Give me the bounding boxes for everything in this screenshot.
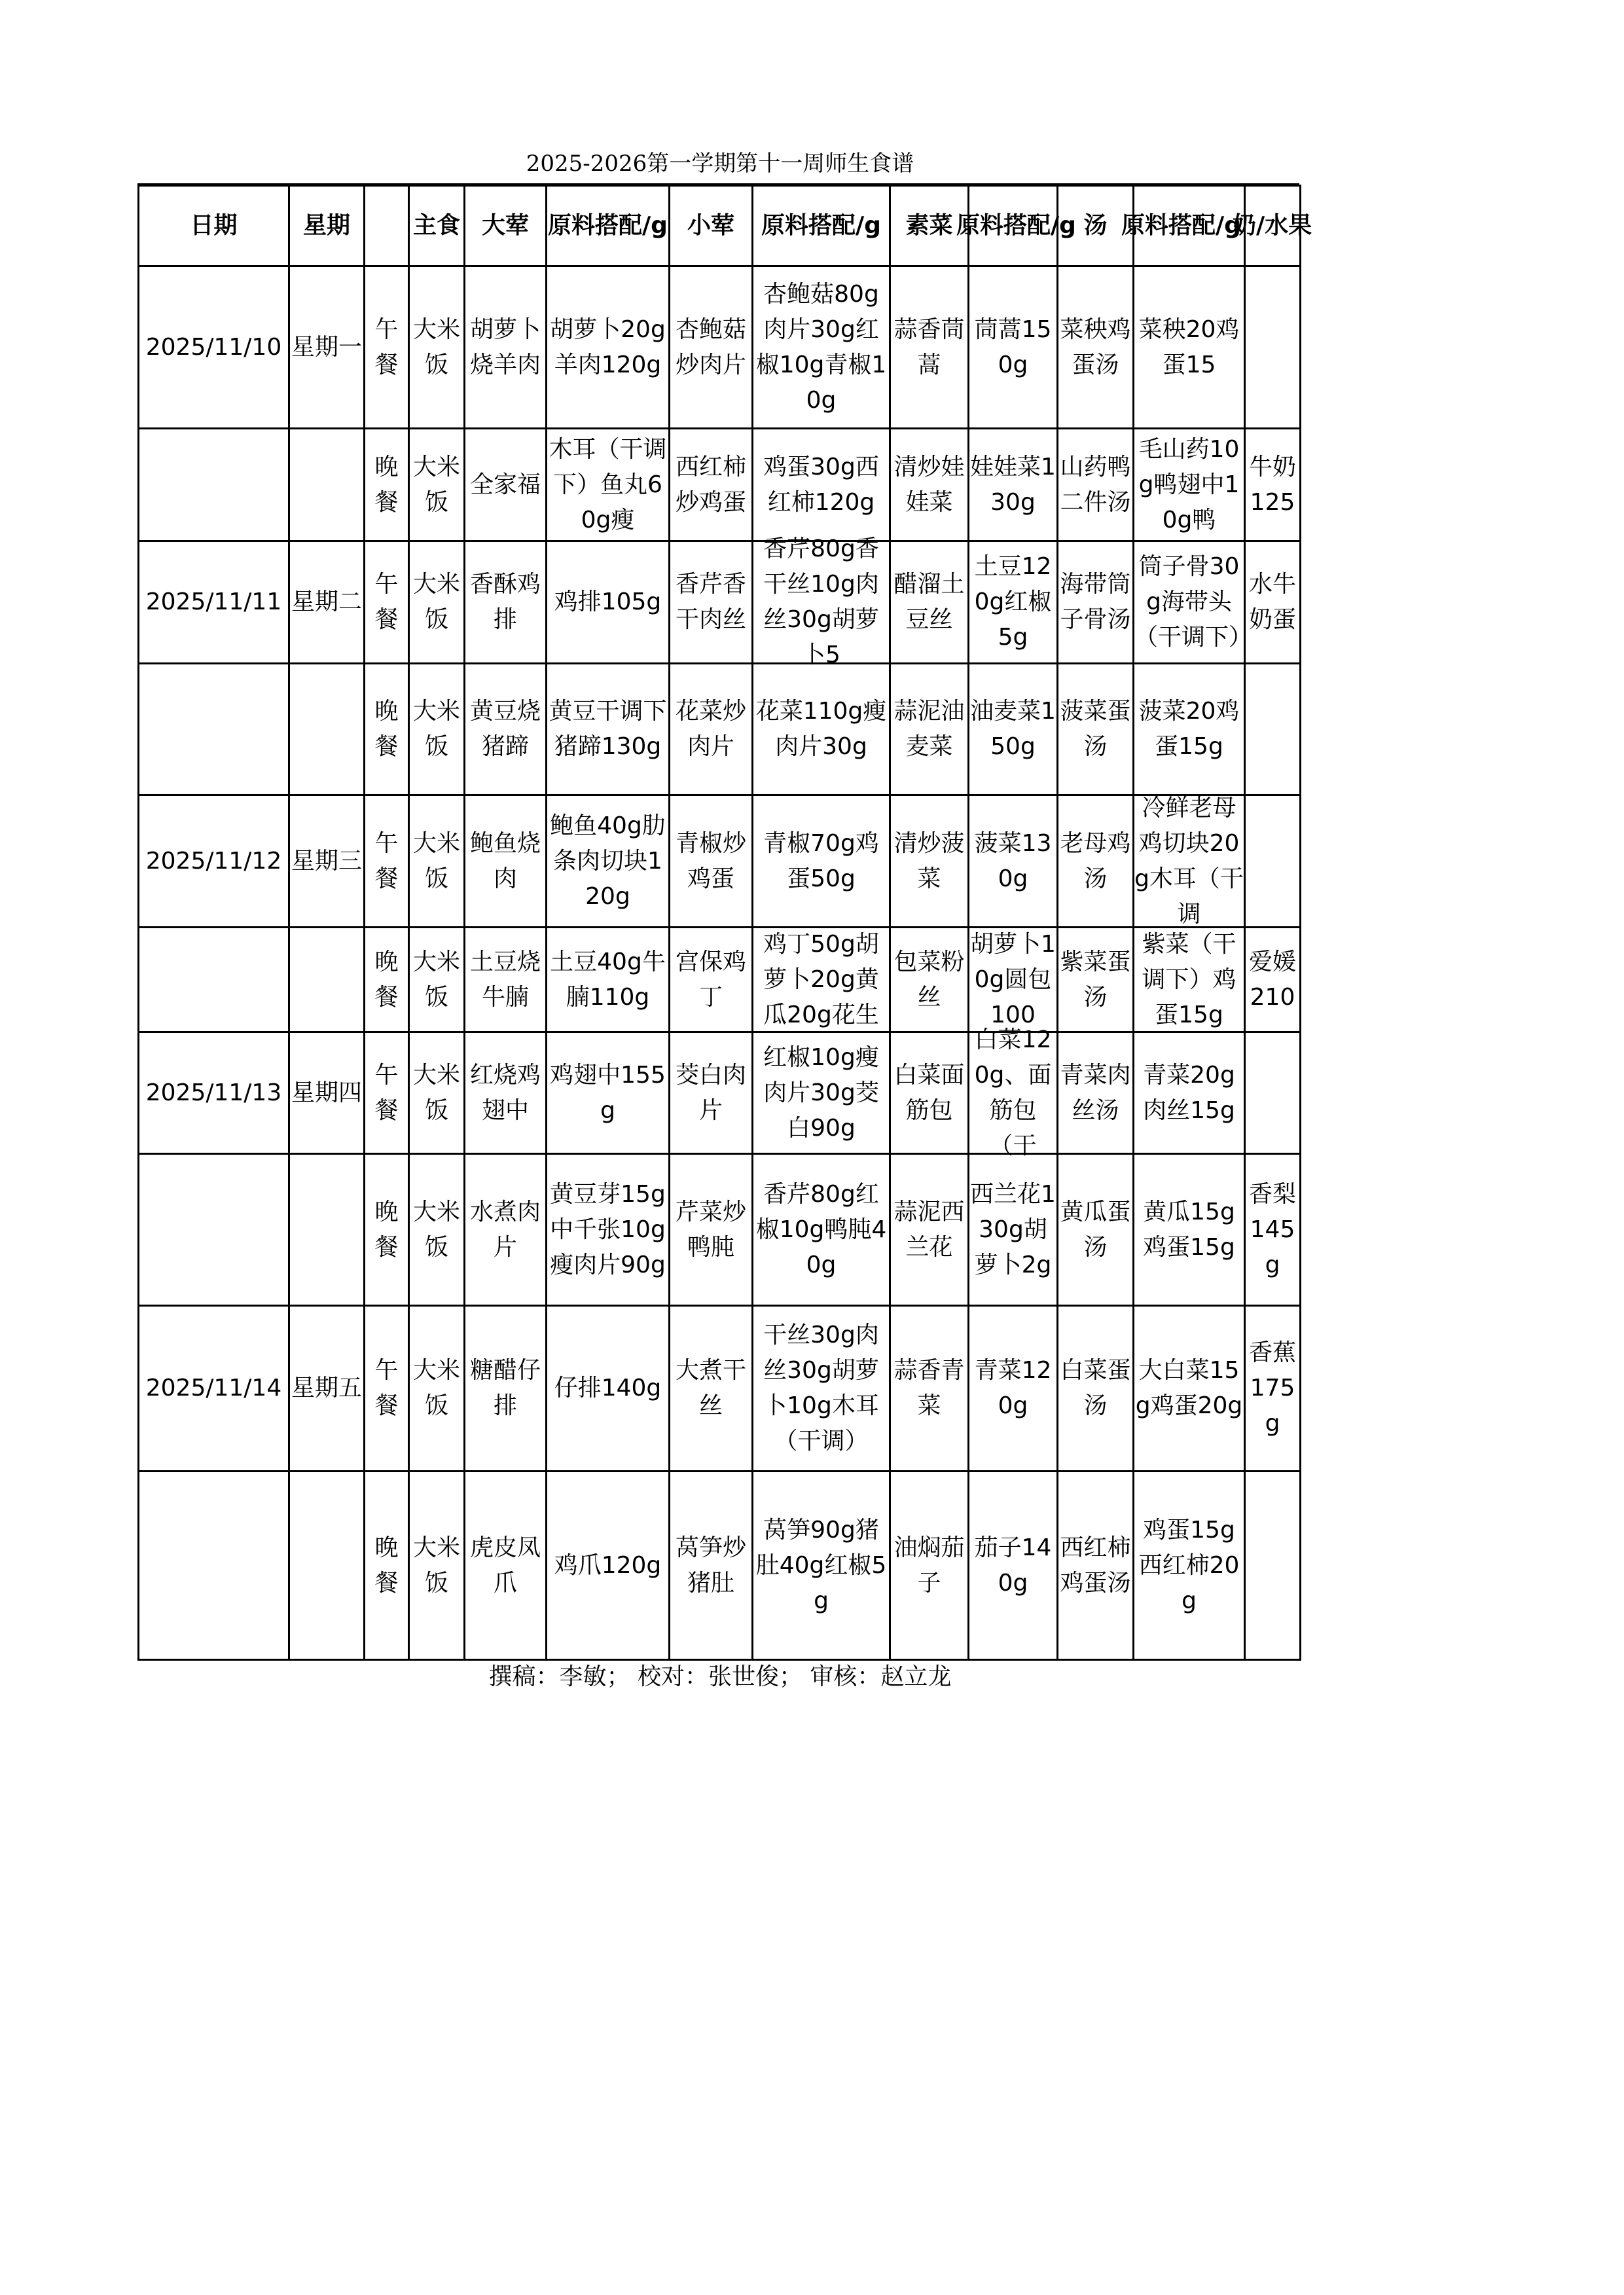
soup-ingredients-cell: 筒子骨30g海带头（干调下） [1134, 541, 1245, 664]
milk-fruit-cell [1245, 1472, 1301, 1660]
vegetable-cell: 醋溜土豆丝 [890, 541, 969, 664]
soup-ingredients-cell: 黄瓜15g鸡蛋15g [1134, 1154, 1245, 1306]
milk-fruit-cell [1245, 266, 1301, 429]
soup-ingredients-cell: 鸡蛋15g西红柿20g [1134, 1472, 1245, 1660]
vegetable-cell: 清炒娃娃菜 [890, 429, 969, 541]
side-ingredients-cell: 莴笋90g猪肚40g红椒5g [753, 1472, 890, 1660]
meal-cell: 午餐 [365, 266, 409, 429]
header-meal [365, 186, 409, 266]
side-ingredients-cell: 红椒10g瘦肉片30g茭白90g [753, 1032, 890, 1154]
table-row [139, 266, 1301, 429]
milk-fruit-cell: 香蕉175g [1245, 1306, 1301, 1472]
veg-ingredients-cell: 胡萝卜10g圆包100 [969, 928, 1058, 1032]
date-cell [139, 1472, 289, 1660]
table-row [139, 541, 1301, 664]
soup-cell: 白菜蛋汤 [1058, 1306, 1134, 1472]
date-cell: 2025/11/14 [139, 1306, 289, 1472]
header-milk-fruit: 奶/水果 [1245, 186, 1301, 266]
main-dish-cell: 水煮肉片 [465, 1154, 547, 1306]
side-dish-cell: 茭白肉片 [670, 1032, 753, 1154]
page-title: 2025-2026第一学期第十一周师生食谱 [526, 151, 914, 177]
side-dish-cell: 香芹香干肉丝 [670, 541, 753, 664]
side-dish-cell: 花菜炒肉片 [670, 664, 753, 795]
main-ingredients-cell: 鸡爪120g [547, 1472, 670, 1660]
veg-ingredients-cell: 油麦菜150g [969, 664, 1058, 795]
weekday-cell: 星期五 [289, 1306, 365, 1472]
meal-cell: 午餐 [365, 1032, 409, 1154]
vegetable-cell: 蒜泥油麦菜 [890, 664, 969, 795]
soup-ingredients-cell: 菠菜20鸡蛋15g [1134, 664, 1245, 795]
weekday-cell: 星期二 [289, 541, 365, 664]
weekday-cell: 星期四 [289, 1032, 365, 1154]
veg-ingredients-cell: 茼蒿150g [969, 266, 1058, 429]
staple-cell: 大米饭 [409, 795, 465, 928]
soup-cell: 黄瓜蛋汤 [1058, 1154, 1134, 1306]
header-main-ingredients: 原料搭配/g [547, 186, 670, 266]
table-row [139, 1472, 1301, 1660]
side-dish-cell: 大煮干丝 [670, 1306, 753, 1472]
main-dish-cell: 土豆烧牛腩 [465, 928, 547, 1032]
side-dish-cell: 青椒炒鸡蛋 [670, 795, 753, 928]
main-dish-cell: 全家福 [465, 429, 547, 541]
milk-fruit-cell [1245, 1032, 1301, 1154]
milk-fruit-cell: 水牛奶蛋 [1245, 541, 1301, 664]
soup-cell: 老母鸡汤 [1058, 795, 1134, 928]
date-cell [139, 928, 289, 1032]
soup-ingredients-cell: 青菜20g肉丝15g [1134, 1032, 1245, 1154]
header-side-ingredients: 原料搭配/g [753, 186, 890, 266]
main-dish-cell: 香酥鸡排 [465, 541, 547, 664]
soup-ingredients-cell: 大白菜15g鸡蛋20g [1134, 1306, 1245, 1472]
header-date: 日期 [139, 186, 289, 266]
table-row [139, 928, 1301, 1032]
header-staple: 主食 [409, 186, 465, 266]
date-cell: 2025/11/12 [139, 795, 289, 928]
meal-cell: 午餐 [365, 795, 409, 928]
date-cell [139, 429, 289, 541]
weekday-cell [289, 429, 365, 541]
veg-ingredients-cell: 菠菜130g [969, 795, 1058, 928]
side-ingredients-cell: 青椒70g鸡蛋50g [753, 795, 890, 928]
veg-ingredients-cell: 青菜120g [969, 1306, 1058, 1472]
meal-cell: 晚餐 [365, 429, 409, 541]
staple-cell: 大米饭 [409, 664, 465, 795]
table-row [139, 429, 1301, 541]
table-row [139, 1032, 1301, 1154]
staple-cell: 大米饭 [409, 266, 465, 429]
staple-cell: 大米饭 [409, 928, 465, 1032]
weekday-cell: 星期三 [289, 795, 365, 928]
weekday-cell [289, 928, 365, 1032]
side-ingredients-cell: 杏鲍菇80g肉片30g红椒10g青椒10g [753, 266, 890, 429]
vegetable-cell: 蒜香茼蒿 [890, 266, 969, 429]
soup-cell: 青菜肉丝汤 [1058, 1032, 1134, 1154]
soup-cell: 菜秧鸡蛋汤 [1058, 266, 1134, 429]
main-ingredients-cell: 鲍鱼40g肋条肉切块120g [547, 795, 670, 928]
soup-ingredients-cell: 冷鲜老母鸡切块20g木耳（干调 [1134, 794, 1244, 928]
main-ingredients-cell: 鸡翅中155g [547, 1032, 670, 1154]
side-ingredients-cell: 花菜110g瘦肉片30g [753, 664, 890, 795]
header-soup-ingredients: 原料搭配/g [1134, 186, 1245, 266]
soup-cell: 紫菜蛋汤 [1058, 928, 1134, 1032]
main-ingredients-cell: 土豆40g牛腩110g [547, 928, 670, 1032]
side-dish-cell: 宫保鸡丁 [670, 928, 753, 1032]
header-main-dish: 大荤 [465, 186, 547, 266]
staple-cell: 大米饭 [409, 429, 465, 541]
vegetable-cell: 蒜香青菜 [890, 1306, 969, 1472]
soup-ingredients-cell: 紫菜（干调下）鸡蛋15g [1134, 928, 1245, 1032]
main-ingredients-cell: 鸡排105g [547, 541, 670, 664]
milk-fruit-cell: 牛奶125 [1245, 429, 1301, 541]
veg-ingredients-cell: 白菜120g、面筋包（干 [969, 1032, 1058, 1154]
vegetable-cell: 白菜面筋包 [890, 1032, 969, 1154]
side-dish-cell: 西红柿炒鸡蛋 [670, 429, 753, 541]
soup-cell: 菠菜蛋汤 [1058, 664, 1134, 795]
main-dish-cell: 虎皮凤爪 [465, 1472, 547, 1660]
milk-fruit-cell [1245, 664, 1301, 795]
side-ingredients-cell: 香芹80g红椒10g鸭肫40g [753, 1154, 890, 1306]
veg-ingredients-cell: 土豆120g红椒5g [969, 541, 1058, 664]
meal-cell: 晚餐 [365, 928, 409, 1032]
side-ingredients-cell: 鸡蛋30g西红柿120g [753, 429, 890, 541]
meal-cell: 午餐 [365, 1306, 409, 1472]
staple-cell: 大米饭 [409, 1472, 465, 1660]
date-cell [139, 1154, 289, 1306]
soup-cell: 山药鸭二件汤 [1058, 429, 1134, 541]
veg-ingredients-cell: 西兰花130g胡萝卜2g [969, 1154, 1058, 1306]
table-row [139, 1306, 1301, 1472]
milk-fruit-cell [1245, 795, 1301, 928]
date-cell: 2025/11/10 [139, 266, 289, 429]
weekday-cell [289, 1154, 365, 1306]
staple-cell: 大米饭 [409, 1306, 465, 1472]
menu-table [137, 185, 1312, 1661]
weekday-cell [289, 664, 365, 795]
date-cell: 2025/11/13 [139, 1032, 289, 1154]
main-ingredients-cell: 仔排140g [547, 1306, 670, 1472]
staple-cell: 大米饭 [409, 1032, 465, 1154]
date-cell: 2025/11/11 [139, 541, 289, 664]
vegetable-cell: 蒜泥西兰花 [890, 1154, 969, 1306]
header-soup: 汤 [1058, 186, 1134, 266]
meal-cell: 晚餐 [365, 1154, 409, 1306]
vegetable-cell: 清炒菠菜 [890, 795, 969, 928]
credits-footer: 撰稿：李敏； 校对：张世俊； 审核：赵立龙 [488, 1663, 952, 1690]
milk-fruit-cell: 爱媛210 [1245, 928, 1301, 1032]
main-dish-cell: 胡萝卜烧羊肉 [465, 266, 547, 429]
main-dish-cell: 鲍鱼烧肉 [465, 795, 547, 928]
table-row [139, 1154, 1301, 1306]
main-ingredients-cell: 胡萝卜20g羊肉120g [547, 266, 670, 429]
meal-cell: 晚餐 [365, 1472, 409, 1660]
veg-ingredients-cell: 茄子140g [969, 1472, 1058, 1660]
main-dish-cell: 红烧鸡翅中 [465, 1032, 547, 1154]
side-dish-cell: 芹菜炒鸭肫 [670, 1154, 753, 1306]
header-side-dish: 小荤 [670, 186, 753, 266]
weekday-cell: 星期一 [289, 266, 365, 429]
staple-cell: 大米饭 [409, 1154, 465, 1306]
soup-ingredients-cell: 毛山药10g鸭翅中10g鸭 [1134, 429, 1245, 541]
header-veg-ingredients: 原料搭配/g [969, 186, 1058, 266]
main-dish-cell: 糖醋仔排 [465, 1306, 547, 1472]
side-ingredients-cell: 干丝30g肉丝30g胡萝卜10g木耳（干调） [753, 1306, 890, 1472]
meal-cell: 晚餐 [365, 664, 409, 795]
veg-ingredients-cell: 娃娃菜130g [969, 429, 1058, 541]
table-row [139, 664, 1301, 795]
milk-fruit-cell: 香梨145g [1245, 1154, 1301, 1306]
header-vegetable: 素菜 [890, 186, 969, 266]
vegetable-cell: 包菜粉丝 [890, 928, 969, 1032]
side-dish-cell: 莴笋炒猪肚 [670, 1472, 753, 1660]
soup-cell: 海带筒子骨汤 [1058, 541, 1134, 664]
header-weekday: 星期 [289, 186, 365, 266]
soup-cell: 西红柿鸡蛋汤 [1058, 1472, 1134, 1660]
main-ingredients-cell: 黄豆干调下猪蹄130g [547, 664, 670, 795]
side-ingredients-cell: 鸡丁50g胡萝卜20g黄瓜20g花生 [753, 928, 890, 1032]
meal-cell: 午餐 [365, 541, 409, 664]
date-cell [139, 664, 289, 795]
staple-cell: 大米饭 [409, 541, 465, 664]
main-ingredients-cell: 木耳（干调下）鱼丸60g瘦 [547, 429, 670, 541]
vegetable-cell: 油焖茄子 [890, 1472, 969, 1660]
side-dish-cell: 杏鲍菇炒肉片 [670, 266, 753, 429]
header-row [139, 186, 1301, 266]
main-dish-cell: 黄豆烧猪蹄 [465, 664, 547, 795]
main-ingredients-cell: 黄豆芽15g中千张10g瘦肉片90g [547, 1154, 670, 1306]
weekday-cell [289, 1472, 365, 1660]
side-ingredients-cell: 香芹80g香干丝10g肉丝30g胡萝卜5 [753, 541, 890, 664]
table-row [139, 795, 1301, 928]
soup-ingredients-cell: 菜秧20鸡蛋15 [1134, 266, 1245, 429]
